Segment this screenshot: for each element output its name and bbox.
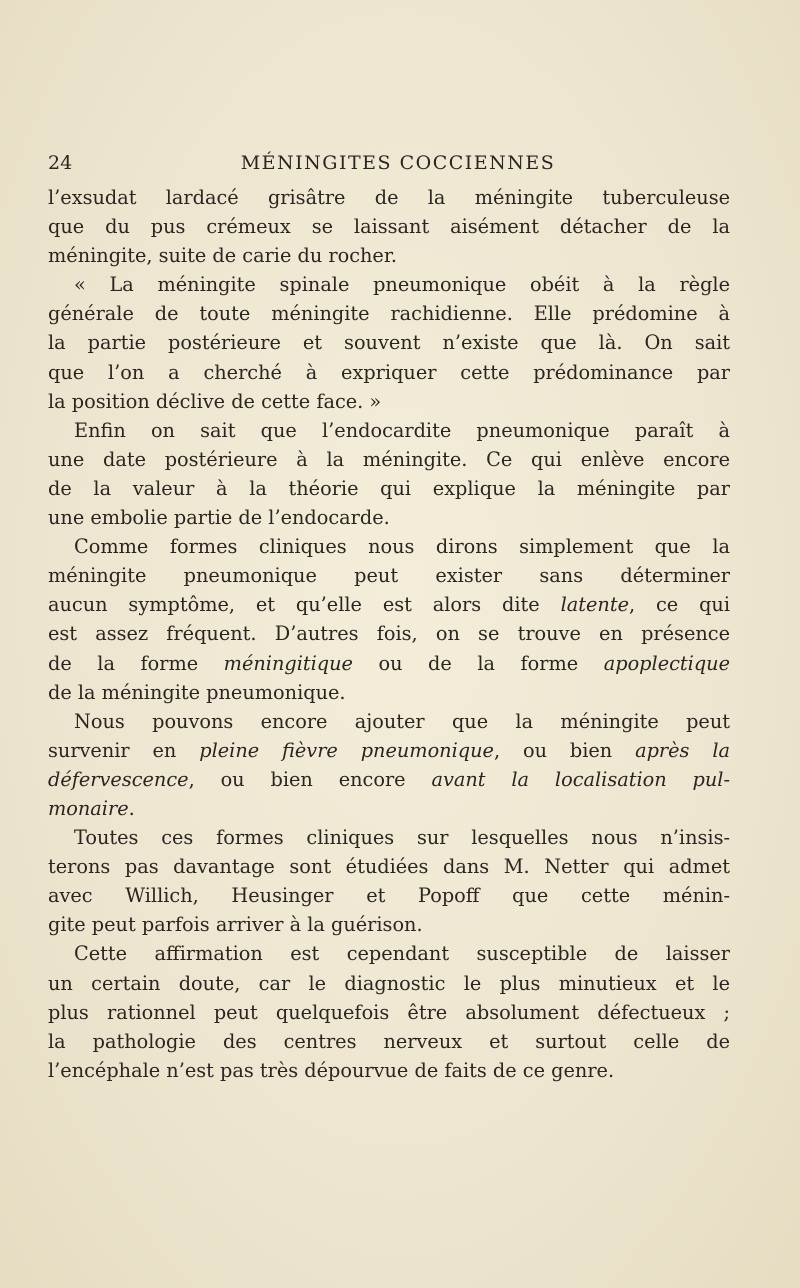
text-line: avec Willich, Heusinger et Popoff que cette ménin-	[48, 884, 730, 908]
body-text	[48, 183, 730, 1085]
text-line: Nous pouvons encore ajouter que la méningite peut	[74, 709, 730, 733]
text-line: méningite pneumonique peut exister sans déterminer	[48, 564, 730, 588]
text-line: la position déclive de cette face. »	[48, 389, 382, 413]
text-line: que l’on a cherché à expriquer cette prédominance par	[48, 360, 730, 384]
text-line: de la valeur à la théorie qui explique la méningite par	[48, 476, 730, 500]
paragraph	[48, 532, 730, 707]
text-line: survenir en pleine fièvre pneumonique, ou bien après la	[48, 738, 730, 762]
text-line: Toutes ces formes cliniques sur lesquelles nous n’insis-	[74, 826, 730, 850]
text-line: générale de toute méningite rachidienne. Elle prédomine à	[48, 302, 730, 326]
text-line: que du pus crémeux se laissant aisément détacher de la	[48, 215, 730, 239]
text-line: plus rationnel peut quelquefois être absolument défectueux ;	[48, 1000, 730, 1024]
paragraph	[48, 416, 730, 532]
running-title: MÉNINGITES COCCIENNES	[240, 152, 556, 174]
text-line: aucun symptôme, et qu’elle est alors dite latente, ce qui	[48, 593, 730, 617]
paragraph	[48, 707, 730, 823]
text-line: la pathologie des centres nerveux et surtout celle de	[48, 1029, 730, 1053]
text-line: Comme formes cliniques nous dirons simplement que la	[74, 535, 730, 559]
text-line: monaire.	[48, 796, 135, 820]
paragraph	[48, 939, 730, 1084]
paragraph	[48, 183, 730, 270]
text-line: terons pas davantage sont étudiées dans M. Netter qui admet	[48, 855, 730, 879]
text-line: méningite, suite de carie du rocher.	[48, 244, 398, 268]
text-line: de la forme méningitique ou de la forme apoplectique	[48, 651, 730, 675]
text-line: la partie postérieure et souvent n’existe que là. On sait	[48, 331, 730, 355]
text-line: Enfin on sait que l’endocardite pneumonique paraît à	[74, 418, 730, 442]
text-line: Cette affirmation est cependant susceptible de laisser	[74, 942, 730, 966]
text-line: est assez fréquent. D’autres fois, on se trouve en présence	[48, 622, 730, 646]
text-line: une date postérieure à la méningite. Ce qui enlève encore	[48, 447, 730, 471]
text-line: défervescence, ou bien encore avant la localisation pul-	[48, 767, 730, 791]
text-line: l’exsudat lardacé grisâtre de la méningite tuberculeuse	[48, 186, 730, 209]
text-line: gite peut parfois arriver à la guérison.	[48, 913, 423, 937]
paragraph	[48, 823, 730, 939]
text-line: un certain doute, car le diagnostic le plus minutieux et le	[48, 971, 730, 995]
text-line: « La méningite spinale pneumonique obéit à la règle	[74, 273, 730, 297]
running-head	[48, 150, 748, 176]
text-line: une embolie partie de l’endocarde.	[48, 506, 390, 530]
paragraph	[48, 270, 730, 415]
text-line: l’encéphale n’est pas très dépourvue de faits de ce genre.	[48, 1058, 615, 1082]
text-line: de la méningite pneumonique.	[48, 680, 346, 704]
page-number: 24	[48, 152, 73, 174]
